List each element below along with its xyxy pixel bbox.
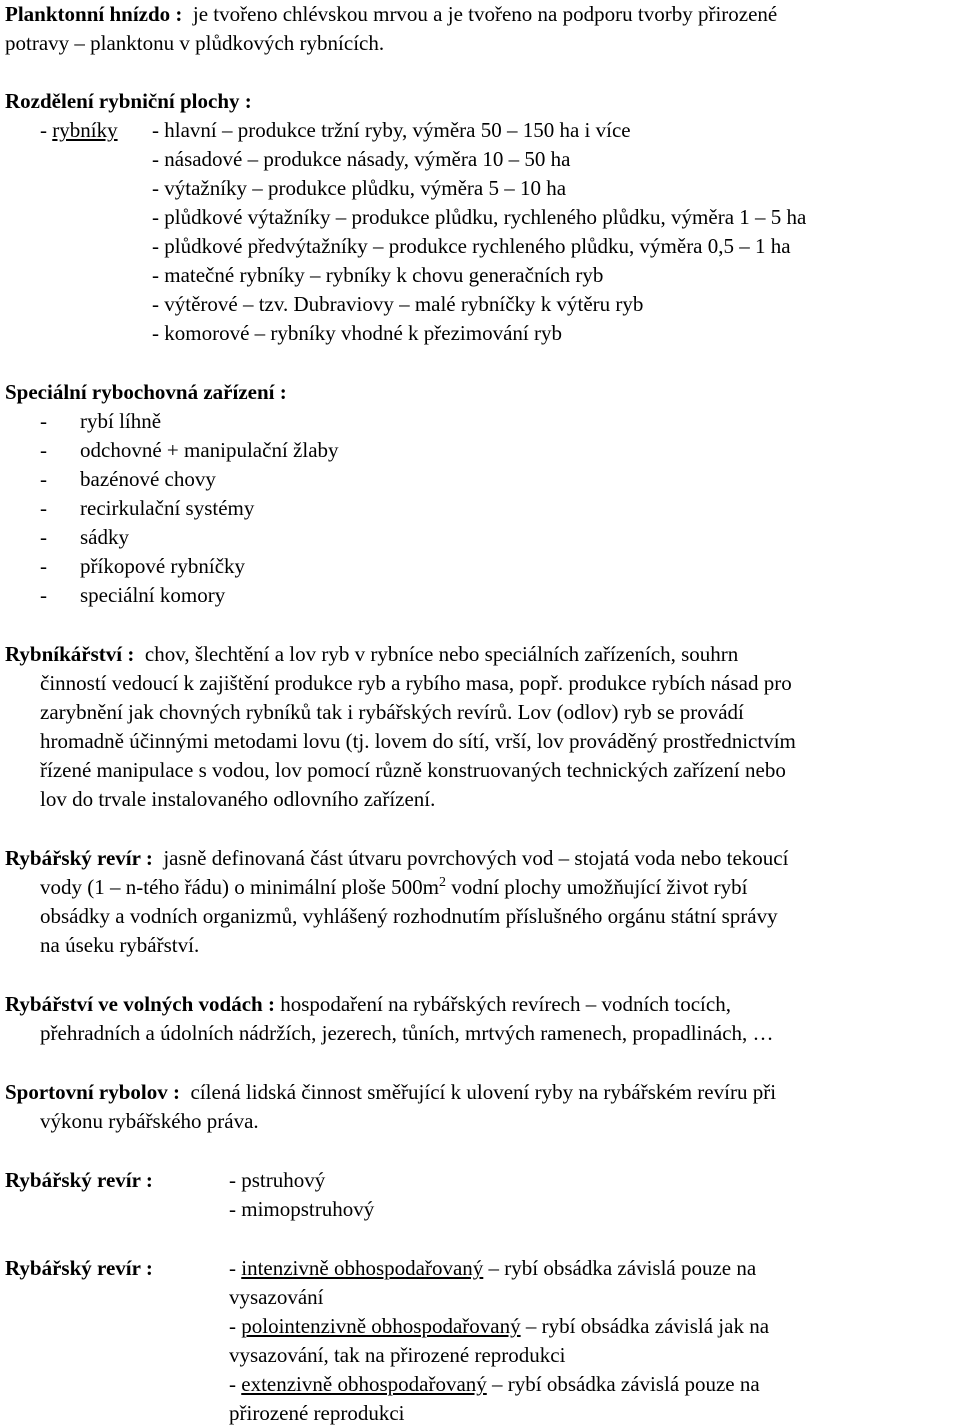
special-item-4: recirkulační systémy (80, 496, 255, 520)
rybnikarstvi-line-4: hromadně účinnými metodami lovu (tj. lovem do sítí, vrší, lov prováděný prostřednictvím (40, 729, 796, 753)
rybnikarstvi-line-5: řízené manipulace s vodou, lov pomocí různě konstruovaných technických zařízení nebo (40, 758, 786, 782)
division-rybniky (40, 116, 118, 145)
rybnikarstvi-line-3: zarybnění jak chovných rybníků tak i rybářských revírů. Lov (odlov) ryb se provádí (40, 700, 744, 724)
special-item-2: odchovné + manipulační žlaby (80, 438, 339, 462)
division-item-7: - výtěrové – tzv. Dubraviovy – malé rybníčky k výtěru ryb (152, 292, 644, 316)
division-rybniky-label: rybníky (52, 118, 118, 142)
special-item-6: příkopové rybníčky (80, 554, 246, 578)
revir-def-line-1: Rybářský revír : jasně definovaná část útvaru povrchových vod – stojatá voda nebo tekoucí (5, 846, 789, 870)
revir-type-item-2: - mimopstruhový (229, 1197, 375, 1221)
special-item-7: speciální komory (80, 583, 226, 607)
special-item-5: sádky (80, 525, 129, 549)
revir-mgmt-term: Rybářský revír : (5, 1256, 153, 1280)
plankton-text-2: potravy – planktonu v plůdkových rybnících. (5, 31, 385, 55)
revir-type-item-1: - pstruhový (229, 1168, 326, 1192)
division-item-2: - násadové – produkce násady, výměra 10 – 50 ha (152, 147, 571, 171)
extenzivne-label: extenzivně obhospodařovaný (241, 1372, 487, 1396)
special-dash-2: - (40, 438, 47, 462)
special-dash-3: - (40, 467, 47, 491)
revir-mgmt-item-2: - polointenzivně obhospodařovaný – rybí obsádka závislá jak na (229, 1314, 770, 1338)
polointenzivne-label: polointenzivně obhospodařovaný (241, 1314, 521, 1338)
revir-type-term: Rybářský revír : (5, 1168, 153, 1192)
volne-vody-line-2: přehradních a údolních nádržích, jezerech, tůních, mrtvých ramenech, propadlinách, … (40, 1021, 774, 1045)
division-rybniky-dash: - (40, 118, 47, 142)
special-item-3: bazénové chovy (80, 467, 216, 491)
sport-line-1: Sportovní rybolov : cílená lidská činnost směřující k ulovení ryby na rybářském revíru při (5, 1080, 777, 1104)
sport-line-2: výkonu rybářského práva. (40, 1109, 259, 1133)
special-heading: Speciální rybochovná zařízení : (5, 380, 287, 404)
special-item-1: rybí líhně (80, 409, 162, 433)
plankton-line-1 (5, 0, 777, 29)
special-dash-1: - (40, 409, 47, 433)
special-dash-5: - (40, 525, 47, 549)
volne-vody-term: Rybářství ve volných vodách : (5, 992, 275, 1016)
superscript-2: 2 (438, 875, 446, 890)
revir-def-term: Rybářský revír : (5, 846, 153, 870)
plankton-text-1: je tvořeno chlévskou mrvou a je tvořeno na podporu tvorby přirozené (192, 2, 778, 26)
revir-mgmt-item-1: - intenzivně obhospodařovaný – rybí obsádka závislá pouze na (229, 1256, 757, 1280)
plankton-term: Planktonní hnízdo : (5, 2, 183, 26)
division-item-1: - hlavní – produkce tržní ryby, výměra 50 – 150 ha i více (152, 118, 631, 142)
rybnikarstvi-line-2: činností vedoucí k zajištění produkce ryb a rybího masa, popř. produkce rybích násad pro (40, 671, 792, 695)
special-dash-4: - (40, 496, 47, 520)
revir-mgmt-item-3: - extenzivně obhospodařovaný – rybí obsádka závislá pouze na (229, 1372, 760, 1396)
rybnikarstvi-line-1: Rybníkářství : chov, šlechtění a lov ryb v rybníce nebo speciálních zařízeních, souhrn (5, 642, 739, 666)
revir-def-line-2: vody (1 – n-tého řádu) o minimální ploše $500m^2$ vodní plochy umožňující život rybí (40, 875, 748, 899)
intenzivne-label: intenzivně obhospodařovaný (241, 1256, 484, 1280)
division-item-3: - výtažníky – produkce plůdku, výměra 5 – 10 ha (152, 176, 567, 200)
rybnikarstvi-line-6: lov do trvale instalovaného odlovního zařízení. (40, 787, 436, 811)
special-dash-6: - (40, 554, 47, 578)
division-item-5: - plůdkové předvýtažníky – produkce rychleného plůdku, výměra 0,5 – 1 ha (152, 234, 791, 258)
revir-mgmt-item-2-cont: vysazování, tak na přirozené reprodukci (229, 1343, 566, 1367)
volne-vody-line-1: Rybářství ve volných vodách : hospodaření na rybářských revírech – vodních tocích, (5, 992, 731, 1016)
division-item-6: - matečné rybníky – rybníky k chovu generačních ryb (152, 263, 604, 287)
revir-mgmt-item-1-cont: vysazování (229, 1285, 324, 1309)
revir-mgmt-item-3-cont: přirozené reprodukci (229, 1401, 405, 1425)
rybnikarstvi-term: Rybníkářství : (5, 642, 135, 666)
sport-term: Sportovní rybolov : (5, 1080, 181, 1104)
revir-def-line-3: obsádky a vodních organizmů, vyhlášený rozhodnutím příslušného orgánu státní správy (40, 904, 778, 928)
division-heading: Rozdělení rybniční plochy : (5, 89, 252, 113)
division-item-8: - komorové – rybníky vhodné k přezimování ryb (152, 321, 562, 345)
revir-def-line-4: na úseku rybářství. (40, 933, 200, 957)
special-dash-7: - (40, 583, 47, 607)
division-item-4: - plůdkové výtažníky – produkce plůdku, rychleného plůdku, výměra 1 – 5 ha (152, 205, 807, 229)
